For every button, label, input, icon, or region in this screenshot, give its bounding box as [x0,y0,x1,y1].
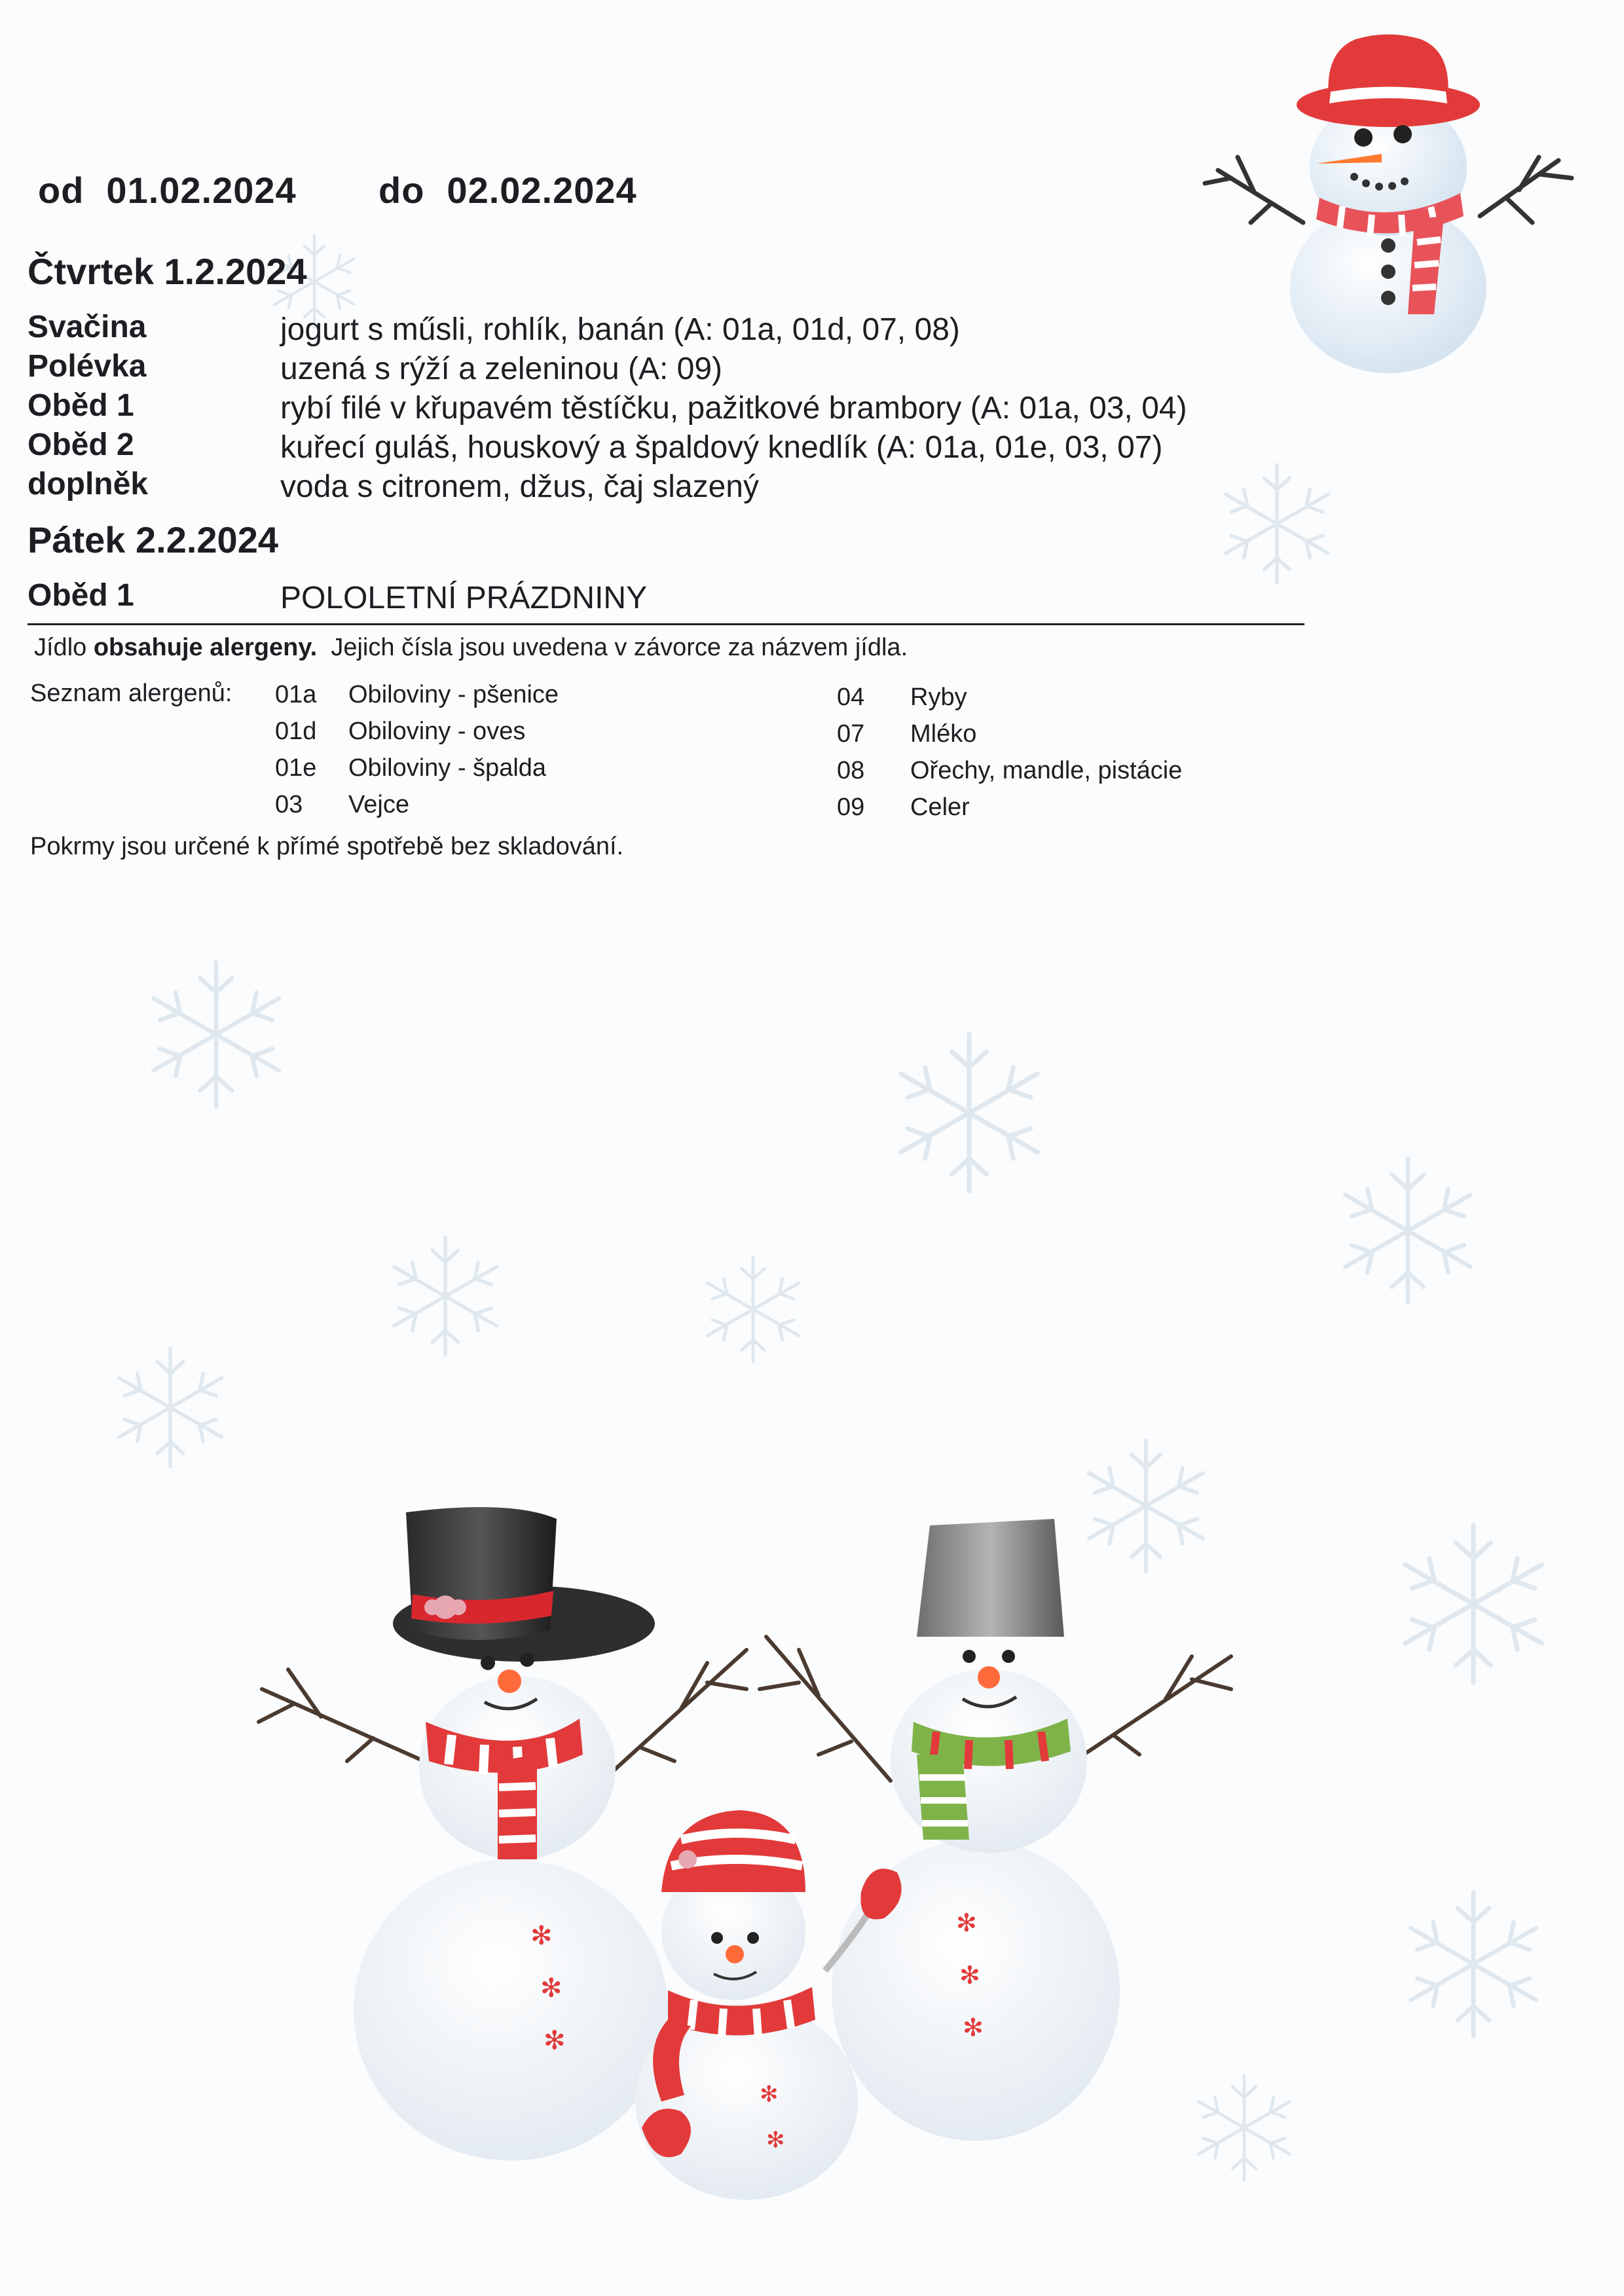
allergen-name: Mléko [910,720,977,748]
allergen-name: Obiloviny - pšenice [348,681,559,708]
notice-suffix: Jejich čísla jsou uvedena v závorce za názvem jídla. [317,634,908,661]
svg-text:✻: ✻ [530,1921,553,1951]
dish-text: POLOLETNÍ PRÁZDNINY [280,581,648,615]
allergen-list-label: Seznam alergenů: [30,680,232,707]
day-title: Čtvrtek 1.2.2024 [28,251,307,292]
divider [28,623,1304,625]
period-from-date: 01.02.2024 [106,170,297,211]
notice-prefix: Jídlo [34,634,94,661]
course-label: doplněk [28,467,149,501]
snowman-red-hat-icon [1192,26,1585,380]
course-label: Oběd 1 [28,578,134,613]
snowflake-icon [1411,1892,1536,2036]
course-label: Oběd 1 [28,388,134,423]
course-label: Svačina [28,310,147,344]
day-menu [28,309,1304,505]
allergen-name: Obiloviny - špalda [348,754,547,782]
period-from [38,169,297,211]
svg-text:✻: ✻ [963,2013,984,2042]
snowflake-icon [153,962,278,1106]
snowflake-icon [394,1237,497,1355]
menu-row [28,577,1304,617]
allergen-code: 01a [275,681,317,708]
dish-text: voda s citronem, džus, čaj slazený [280,469,759,504]
period-to-date: 02.02.2024 [447,170,637,211]
svg-text:✻: ✻ [544,2026,566,2056]
snowflake-icon [1405,1525,1542,1683]
allergen-code: 01e [275,754,317,782]
period-to-label: do [378,170,425,211]
course-label: Oběd 2 [28,428,134,462]
course-label: Polévka [28,349,147,384]
allergen-code: 09 [837,793,865,821]
svg-text:✻: ✻ [956,1908,977,1937]
allergen-code: 01d [275,718,317,745]
snowflake-icon [707,1257,798,1362]
allergen-code: 07 [837,720,865,748]
allergen-code: 04 [837,683,865,711]
day-menu [28,577,1304,617]
svg-text:✻: ✻ [540,1973,563,2003]
menu-row [28,348,1304,388]
period-to [378,169,637,211]
dish-text: uzená s rýží a zeleninou (A: 09) [280,352,723,386]
notice-bold: obsahuje alergeny. [93,634,318,661]
svg-text:✻: ✻ [959,1961,980,1990]
dish-text: jogurt s műsli, rohlík, banán (A: 01a, 01d, 07, 08) [280,312,960,347]
allergen-code: 03 [275,791,303,818]
menu-row [28,309,1304,348]
day-title: Pátek 2.2.2024 [28,519,278,560]
dish-text: kuřecí guláš, houskový a špaldový knedlík (A: 01a, 01e, 03, 07) [280,430,1163,465]
allergen-notice [34,634,908,662]
svg-text:✻: ✻ [766,2127,785,2153]
period-from-label: od [38,170,84,211]
menu-row [28,388,1304,427]
menu-row [28,427,1304,466]
allergen-name: Obiloviny - oves [348,718,526,745]
snowflake-icon [901,1034,1038,1192]
dish-text: rybí filé v křupavém těstíčku, pažitkové brambory (A: 01a, 03, 04) [280,391,1187,426]
snowmen-group-illustration [249,1473,1270,2206]
allergen-name: Vejce [348,791,409,818]
snowflake-icon [1345,1159,1470,1303]
snowflake-icon [119,1349,222,1467]
footer-note: Pokrmy jsou určené k přímé spotřebě bez skladování. [30,833,624,860]
svg-text:✻: ✻ [760,2081,779,2107]
allergen-name: Ořechy, mandle, pistácie [910,757,1183,784]
allergen-name: Celer [910,793,970,821]
allergen-code: 08 [837,757,865,784]
menu-row [28,466,1304,505]
allergen-name: Ryby [910,683,967,711]
